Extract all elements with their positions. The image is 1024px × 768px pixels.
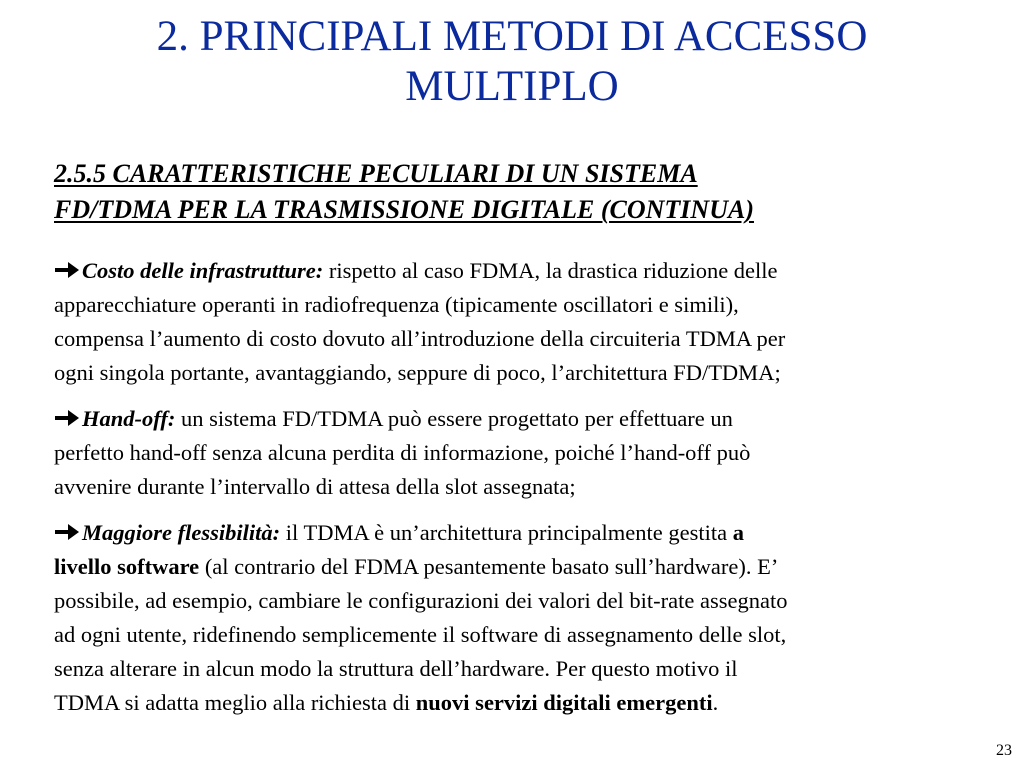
bullet-lead: Hand-off: [82,406,176,431]
bullet-line: apparecchiature operanti in radiofrequenza (tipicamente oscillatori e simili), [54,292,739,317]
bullet-hand-off [54,402,984,504]
right-arrow-icon [54,409,80,427]
bullet-line [54,402,984,436]
bullet-emphasis: nuovi servizi digitali emergenti [415,690,713,715]
slide-title-line-2: MULTIPLO [405,63,619,110]
bullet-text: TDMA si adatta meglio alla richiesta di [54,690,416,715]
bullet-text: . [712,690,719,715]
bullet-line: compensa l’aumento di costo dovuto all’introduzione della circuiteria TDMA per [54,326,786,351]
bullet-line [54,550,984,584]
section-subtitle-line-1: 2.5.5 CARATTERISTICHE PECULIARI DI UN SISTEMA [54,159,698,188]
bullet-line: ad ogni utente, ridefinendo semplicemente il software di assegnamento delle slot, [54,622,787,647]
bullet-lead: Costo delle infrastrutture: [82,258,324,283]
slide-title [0,12,1024,112]
bullet-line: perfetto hand-off senza alcuna perdita di informazione, poiché l’hand-off può [54,440,751,465]
slide-title-line-1: 2. PRINCIPALI METODI DI ACCESSO [156,13,868,60]
bullet-line: ogni singola portante, avantaggiando, seppure di poco, l’architettura FD/TDMA; [54,360,781,385]
bullet-maggiore-flessibilita [54,516,984,720]
bullet-line: senza alterare in alcun modo la struttura dell’hardware. Per questo motivo il [54,656,738,681]
bullet-text: il TDMA è un’architettura principalmente gestita [280,520,733,545]
section-subtitle-line-2: FD/TDMA PER LA TRASMISSIONE DIGITALE (CONTINUA) [54,195,754,224]
bullet-line: avvenire durante l’intervallo di attesa della slot assegnata; [54,474,576,499]
bullet-line [54,686,984,720]
right-arrow-icon [54,523,80,541]
bullet-lead: Maggiore flessibilità: [82,520,281,545]
bullet-text: (al contrario del FDMA pesantemente basato sull’hardware). E’ [199,554,779,579]
page-number: 23 [996,742,1012,759]
section-subtitle [54,156,994,228]
bullet-line [54,516,984,550]
bullet-emphasis: a [732,520,744,545]
bullet-emphasis: livello software [54,554,200,579]
right-arrow-icon [54,261,80,279]
bullet-text: rispetto al caso FDMA, la drastica riduzione delle [323,258,778,283]
bullet-costo-infrastrutture [54,254,984,390]
bullet-line [54,254,984,288]
bullet-line: possibile, ad esempio, cambiare le configurazioni dei valori del bit-rate assegnato [54,588,788,613]
bullet-text: un sistema FD/TDMA può essere progettato per effettuare un [175,406,733,431]
slide-body [54,254,984,732]
